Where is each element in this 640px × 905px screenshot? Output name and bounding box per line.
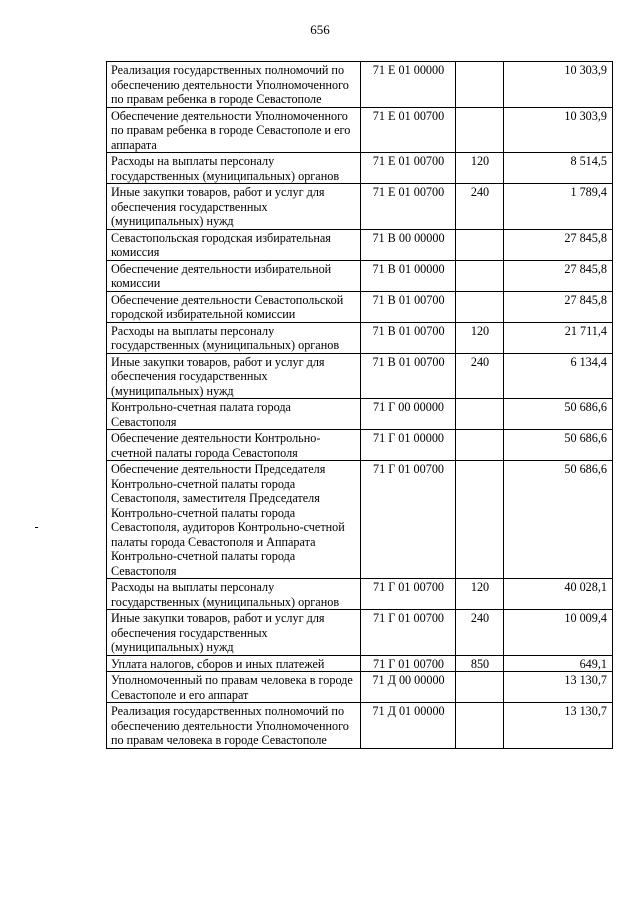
row-name: Иные закупки товаров, работ и услуг для обеспечения государственных (муниципальных) нужд (107, 184, 361, 230)
row-type (456, 291, 504, 322)
table-row (107, 461, 613, 579)
row-code: 71 Е 01 00700 (361, 153, 456, 184)
table-row (107, 353, 613, 399)
row-name: Иные закупки товаров, работ и услуг для обеспечения государственных (муниципальных) нужд (107, 353, 361, 399)
row-type: 240 (456, 184, 504, 230)
row-name: Обеспечение деятельности Контрольно-счетной палаты города Севастополя (107, 430, 361, 461)
row-type (456, 107, 504, 153)
row-sum: 10 303,9 (504, 107, 613, 153)
row-sum: 50 686,6 (504, 430, 613, 461)
row-name: Обеспечение деятельности Уполномоченного по правам ребенка в городе Севастополе и его аппарата (107, 107, 361, 153)
row-type: 120 (456, 153, 504, 184)
row-name: Обеспечение деятельности Севастопольской городской избирательной комиссии (107, 291, 361, 322)
row-sum: 50 686,6 (504, 399, 613, 430)
row-type (456, 229, 504, 260)
row-name: Уполномоченный по правам человека в городе Севастополе и его аппарат (107, 672, 361, 703)
table-row (107, 430, 613, 461)
row-name: Севастопольская городская избирательная комиссия (107, 229, 361, 260)
table-row (107, 260, 613, 291)
row-sum: 1 789,4 (504, 184, 613, 230)
row-sum: 8 514,5 (504, 153, 613, 184)
row-code: 71 Г 00 00000 (361, 399, 456, 430)
row-sum: 27 845,8 (504, 291, 613, 322)
row-sum: 40 028,1 (504, 579, 613, 610)
row-sum: 21 711,4 (504, 322, 613, 353)
row-type (456, 672, 504, 703)
row-name: Расходы на выплаты персоналу государственных (муниципальных) органов (107, 153, 361, 184)
row-sum: 10 009,4 (504, 610, 613, 656)
row-code: 71 Г 01 00000 (361, 430, 456, 461)
row-code: 71 Е 01 00000 (361, 62, 456, 108)
row-sum: 13 130,7 (504, 672, 613, 703)
row-code: 71 Г 01 00700 (361, 610, 456, 656)
row-sum: 13 130,7 (504, 703, 613, 749)
row-sum: 50 686,6 (504, 461, 613, 579)
table-row (107, 610, 613, 656)
table-row (107, 399, 613, 430)
page-number: 656 (310, 22, 330, 37)
row-name: Иные закупки товаров, работ и услуг для обеспечения государственных (муниципальных) нужд (107, 610, 361, 656)
row-name: Реализация государственных полномочий по обеспечению деятельности Уполномоченного по правам человека в городе Севастополе (107, 703, 361, 749)
row-sum: 10 303,9 (504, 62, 613, 108)
table-row (107, 291, 613, 322)
row-type: 240 (456, 353, 504, 399)
row-type (456, 399, 504, 430)
table-row (107, 229, 613, 260)
row-sum: 27 845,8 (504, 260, 613, 291)
table-row (107, 107, 613, 153)
row-sum: 649,1 (504, 655, 613, 672)
row-name: Реализация государственных полномочий по обеспечению деятельности Уполномоченного по правам ребенка в городе Севастополе (107, 62, 361, 108)
row-code: 71 Е 01 00700 (361, 184, 456, 230)
table-row (107, 579, 613, 610)
row-code: 71 В 00 00000 (361, 229, 456, 260)
row-type: 850 (456, 655, 504, 672)
margin-mark (35, 527, 38, 528)
row-type: 120 (456, 579, 504, 610)
row-code: 71 Г 01 00700 (361, 461, 456, 579)
row-type: 240 (456, 610, 504, 656)
table-row (107, 672, 613, 703)
row-code: 71 Д 00 00000 (361, 672, 456, 703)
row-type (456, 703, 504, 749)
row-type (456, 260, 504, 291)
table-row (107, 153, 613, 184)
row-sum: 27 845,8 (504, 229, 613, 260)
table-row (107, 184, 613, 230)
row-type (456, 461, 504, 579)
row-code: 71 Г 01 00700 (361, 655, 456, 672)
row-code: 71 Д 01 00000 (361, 703, 456, 749)
row-name: Контрольно-счетная палата города Севастополя (107, 399, 361, 430)
row-name: Расходы на выплаты персоналу государственных (муниципальных) органов (107, 579, 361, 610)
row-code: 71 В 01 00700 (361, 291, 456, 322)
row-code: 71 В 01 00000 (361, 260, 456, 291)
row-code: 71 В 01 00700 (361, 353, 456, 399)
row-name: Уплата налогов, сборов и иных платежей (107, 655, 361, 672)
table-row (107, 62, 613, 108)
budget-table (106, 61, 613, 749)
row-name: Обеспечение деятельности Председателя Контрольно-счетной палаты города Севастополя, заместителя Председателя Контрольно-счетной палаты города Севастополя, аудиторов Контрольно-счетной палаты города Севастополя и Аппарата Контрольно-счетной палаты города Севастополя (107, 461, 361, 579)
row-sum: 6 134,4 (504, 353, 613, 399)
row-name: Обеспечение деятельности избирательной комиссии (107, 260, 361, 291)
row-type: 120 (456, 322, 504, 353)
row-code: 71 Г 01 00700 (361, 579, 456, 610)
row-code: 71 Е 01 00700 (361, 107, 456, 153)
table-row (107, 703, 613, 749)
row-type (456, 62, 504, 108)
table-row (107, 322, 613, 353)
row-name: Расходы на выплаты персоналу государственных (муниципальных) органов (107, 322, 361, 353)
row-code: 71 В 01 00700 (361, 322, 456, 353)
table-row (107, 655, 613, 672)
row-type (456, 430, 504, 461)
